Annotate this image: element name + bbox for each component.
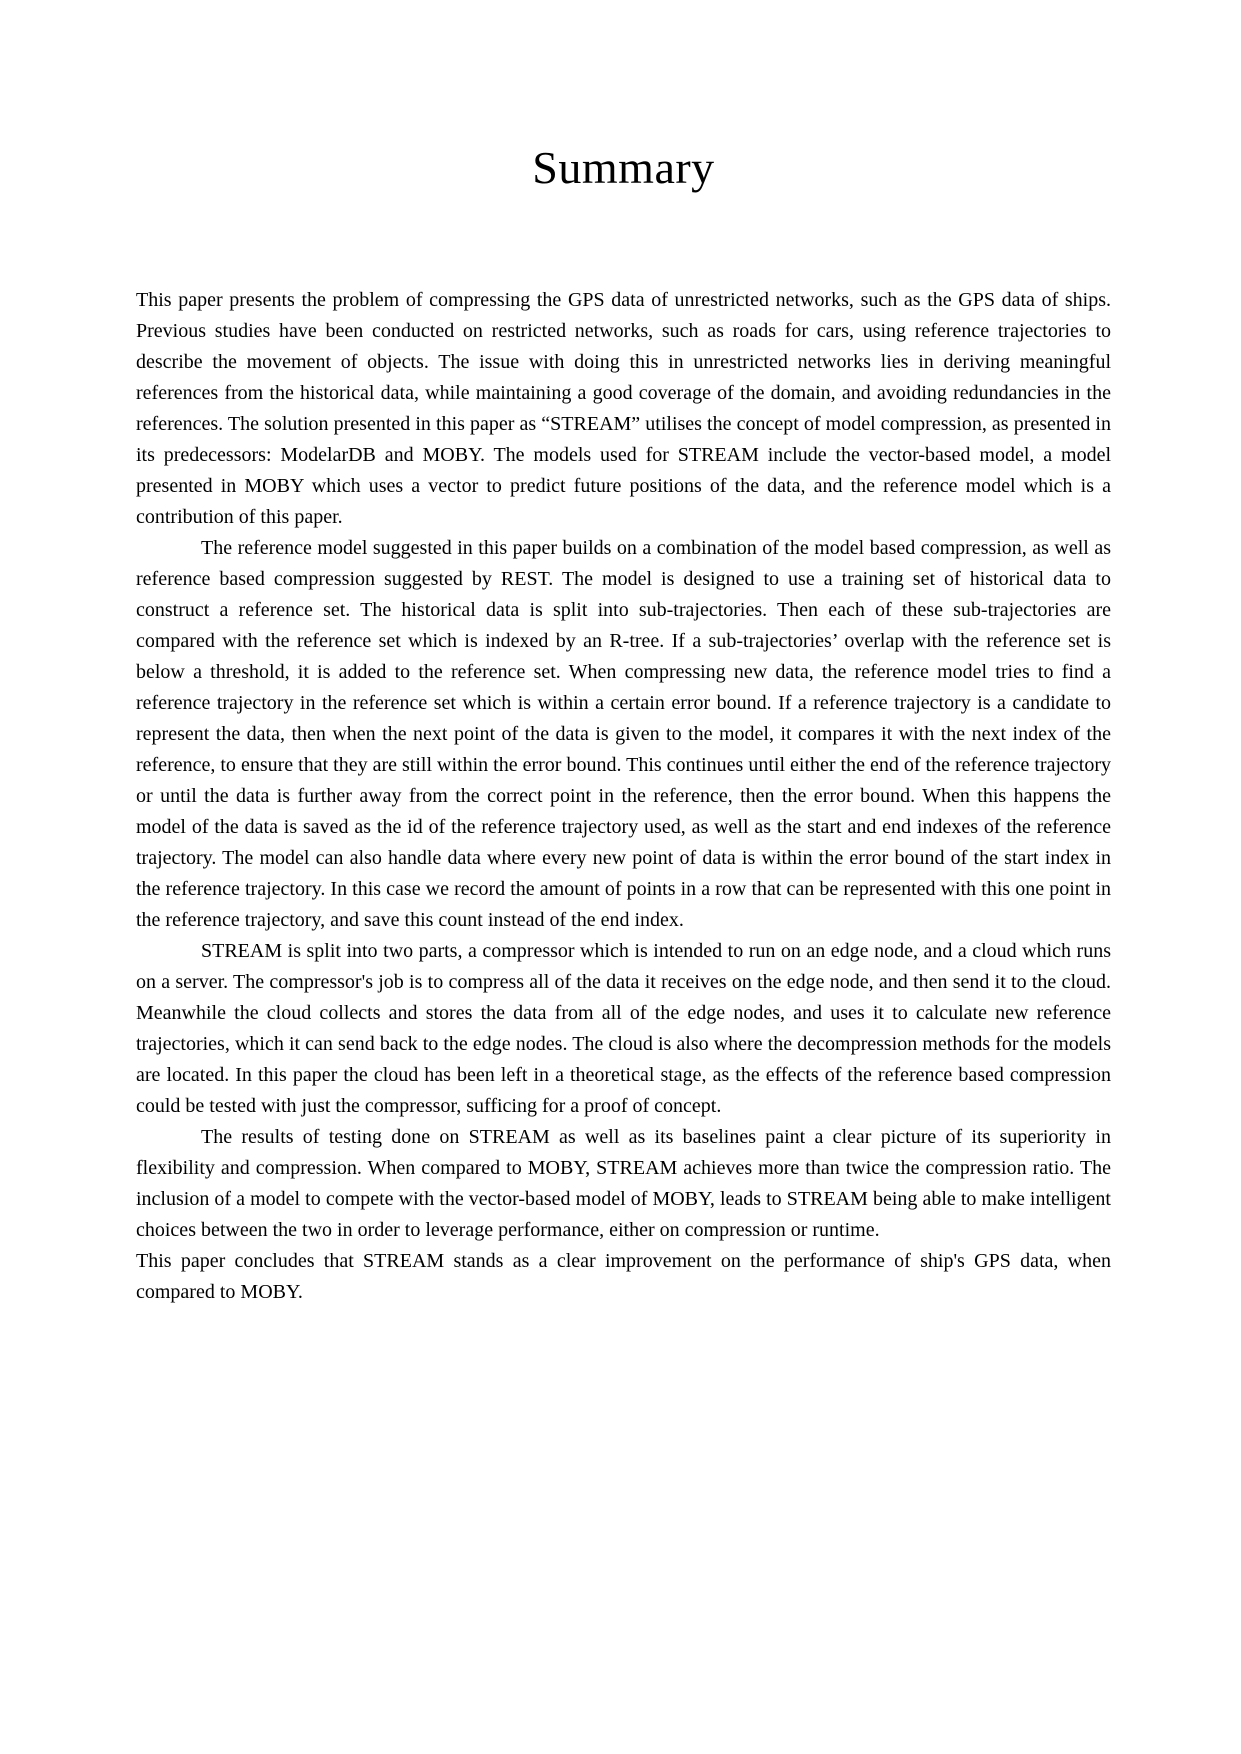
page-title: Summary xyxy=(532,142,715,193)
summary-paragraph-4: The results of testing done on STREAM as well as its baselines paint a clear picture of its superiority in flexibility and compression. When compared to MOBY, STREAM achieves more than twice the compression ratio. The inclusion of a model to compete with the vector-based model of MOBY, leads to STREAM being able to make intelligent choices between the two in order to leverage performance, either on compression or runtime. xyxy=(136,1126,1111,1241)
summary-paragraph-5: This paper concludes that STREAM stands as a clear improvement on the performance of ship's GPS data, when compared to MOBY. xyxy=(136,1250,1111,1303)
summary-paragraph-1: This paper presents the problem of compressing the GPS data of unrestricted networks, such as the GPS data of ships. Previous studies have been conducted on restricted networks, such as roads for cars, using reference trajectories to describe the movement of objects. The issue with doing this in unrestricted networks lies in deriving meaningful references from the historical data, while maintaining a good coverage of the domain, and avoiding redundancies in the references. The solution presented in this paper as “STREAM” utilises the concept of model compression, as presented in its predecessors: ModelarDB and MOBY. The models used for STREAM include the vector-based model, a model presented in MOBY which uses a vector to predict future positions of the data, and the reference model which is a contribution of this paper. xyxy=(136,289,1111,528)
summary-paragraph-2: The reference model suggested in this paper builds on a combination of the model based compression, as well as reference based compression suggested by REST. The model is designed to use a training set of historical data to construct a reference set. The historical data is split into sub-trajectories. Then each of these sub-trajectories are compared with the reference set which is indexed by an R-tree. If a sub-trajectories’ overlap with the reference set is below a threshold, it is added to the reference set. When compressing new data, the reference model tries to find a reference trajectory in the reference set which is within a certain error bound. If a reference trajectory is a candidate to represent the data, then when the next point of the data is given to the model, it compares it with the next index of the reference, to ensure that they are still within the error bound. This continues until either the end of the reference trajectory or until the data is further away from the correct point in the reference, then the error bound. When this happens the model of the data is saved as the id of the reference trajectory used, as well as the start and end indexes of the reference trajectory. The model can also handle data where every new point of data is within the error bound of the start index in the reference trajectory. In this case we record the amount of points in a row that can be represented with this one point in the reference trajectory, and save this count instead of the end index. xyxy=(136,537,1111,931)
summary-paragraph-3: STREAM is split into two parts, a compressor which is intended to run on an edge node, and a cloud which runs on a server. The compressor's job is to compress all of the data it receives on the edge node, and then send it to the cloud. Meanwhile the cloud collects and stores the data from all of the edge nodes, and uses it to calculate new reference trajectories, which it can send back to the edge nodes. The cloud is also where the decompression methods for the models are located. In this paper the cloud has been left in a theoretical stage, as the effects of the reference based compression could be tested with just the compressor, sufficing for a proof of concept. xyxy=(136,940,1111,1117)
